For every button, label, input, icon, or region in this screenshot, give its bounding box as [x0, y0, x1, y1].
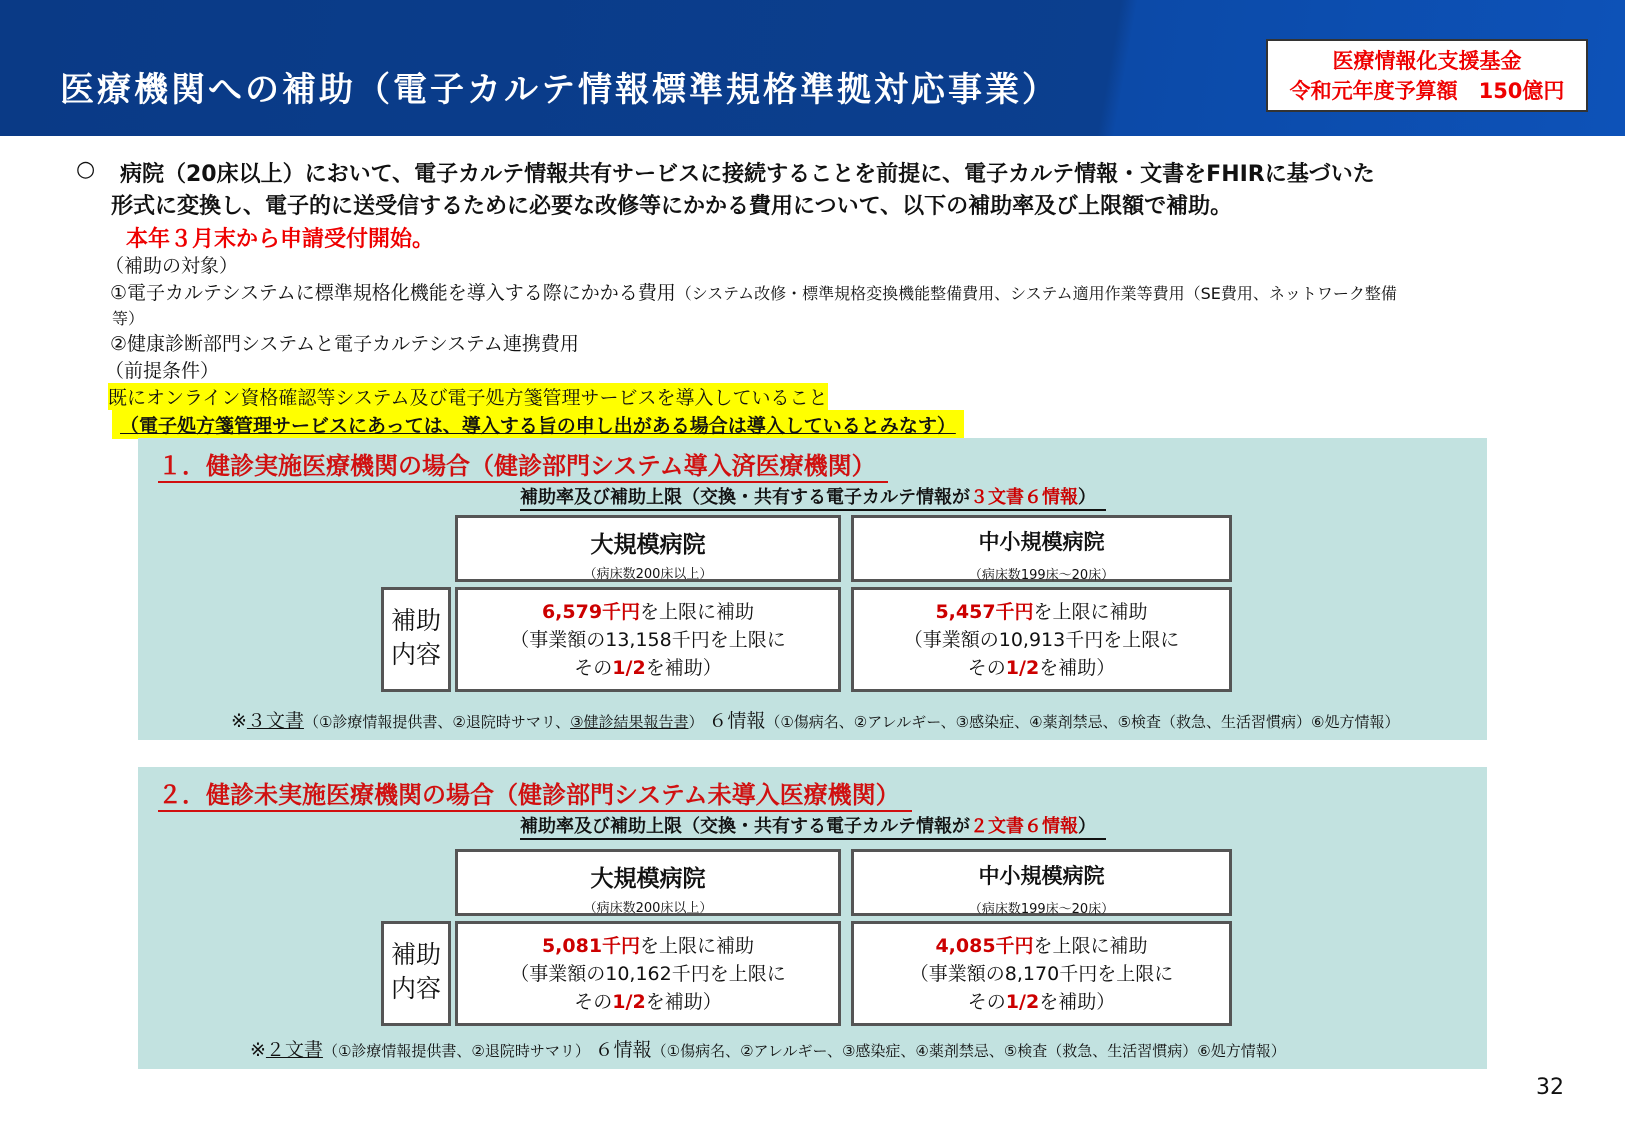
target-item-1-detail: （システム改修・標準規格変換機能整備費用、システム適用作業等費用（SE費用、ネットワーク整備 [675, 284, 1397, 303]
target-item-1-cont: 等） [112, 309, 145, 328]
badge-budget: 令和元年度予算額 150億円 [1289, 79, 1565, 103]
large-hospital-header: 大規模病院 （病床数200床以上） [455, 515, 841, 582]
budget-badge [1266, 39, 1588, 112]
page-title: 医療機関への補助（電子カルテ情報標準規格準拠対応事業） [60, 70, 1059, 110]
small-hospital-subsidy: 4,085千円を上限に補助 （事業額の8,170千円を上限に その1/2を補助） [851, 921, 1232, 1026]
large-hospital-subsidy: 5,081千円を上限に補助 （事業額の10,162千円を上限に その1/2を補助） [455, 921, 841, 1026]
target-item-2: ②健康診断部門システムと電子カルテシステム連携費用 [110, 333, 579, 355]
small-hospital-header: 中小規模病院 （病床数199床～20床） [851, 849, 1232, 916]
subsidy-content-label: 補助 内容 [381, 921, 451, 1026]
section-note: ※２文書（①診療情報提供書、②退院時サマリ） ６情報（①傷病名、②アレルギー、③感染症、④薬剤禁忌、⑤検査（救急、生活習慣病）⑥処方情報） [250, 1039, 1286, 1061]
section-1-panel [138, 438, 1487, 740]
large-hospital-subsidy: 6,579千円を上限に補助 （事業額の13,158千円を上限に その1/2を補助） [455, 587, 841, 692]
page-number: 32 [1536, 1075, 1564, 1100]
section-subtitle: 補助率及び補助上限（交換・共有する電子カルテ情報が２文書６情報） [520, 812, 1106, 840]
section-title: ２．健診未実施医療機関の場合（健診部門システム未導入医療機関） [158, 775, 912, 812]
preconditions-heading: （前提条件） [105, 360, 220, 382]
precondition-line-1: 既にオンライン資格確認等システム及び電子処方箋管理サービスを導入していること [108, 383, 828, 410]
precondition-line-2: （電子処方箋管理サービスにあっては、導入する旨の申し出がある場合は導入しているとみなす） [112, 410, 964, 439]
section-subtitle: 補助率及び補助上限（交換・共有する電子カルテ情報が３文書６情報） [520, 483, 1106, 511]
target-item-1-main: ①電子カルテシステムに標準規格化機能を導入する際にかかる費用 [110, 282, 676, 304]
section-title: １．健診実施医療機関の場合（健診部門システム導入済医療機関） [158, 446, 888, 483]
badge-fund-name: 医療情報化支援基金 [1332, 49, 1522, 73]
subsidy-content-label: 補助 内容 [381, 587, 451, 692]
target-item-1 [110, 278, 1397, 305]
small-hospital-subsidy: 5,457千円を上限に補助 （事業額の10,913千円を上限に その1/2を補助） [851, 587, 1232, 692]
targets-heading: （補助の対象） [105, 255, 239, 277]
bullet-mark: ○ [76, 157, 96, 182]
application-notice: 本年３月末から申請受付開始。 [126, 227, 435, 252]
large-hospital-header: 大規模病院 （病床数200床以上） [455, 849, 841, 916]
intro-line-1: 病院（20床以上）において、電子カルテ情報共有サービスに接続することを前提に、電子カルテ情報・文書をFHIRに基づいた [120, 162, 1375, 187]
small-hospital-header: 中小規模病院 （病床数199床～20床） [851, 515, 1232, 582]
intro-line-2: 形式に変換し、電子的に送受信するために必要な改修等にかかる費用について、以下の補助率及び上限額で補助。 [111, 194, 1233, 219]
section-note: ※３文書（①診療情報提供書、②退院時サマリ、③健診結果報告書） ６情報（①傷病名、②アレルギー、③感染症、④薬剤禁忌、⑤検査（救急、生活習慣病）⑥処方情報） [231, 710, 1400, 732]
section-2-panel [138, 767, 1487, 1069]
